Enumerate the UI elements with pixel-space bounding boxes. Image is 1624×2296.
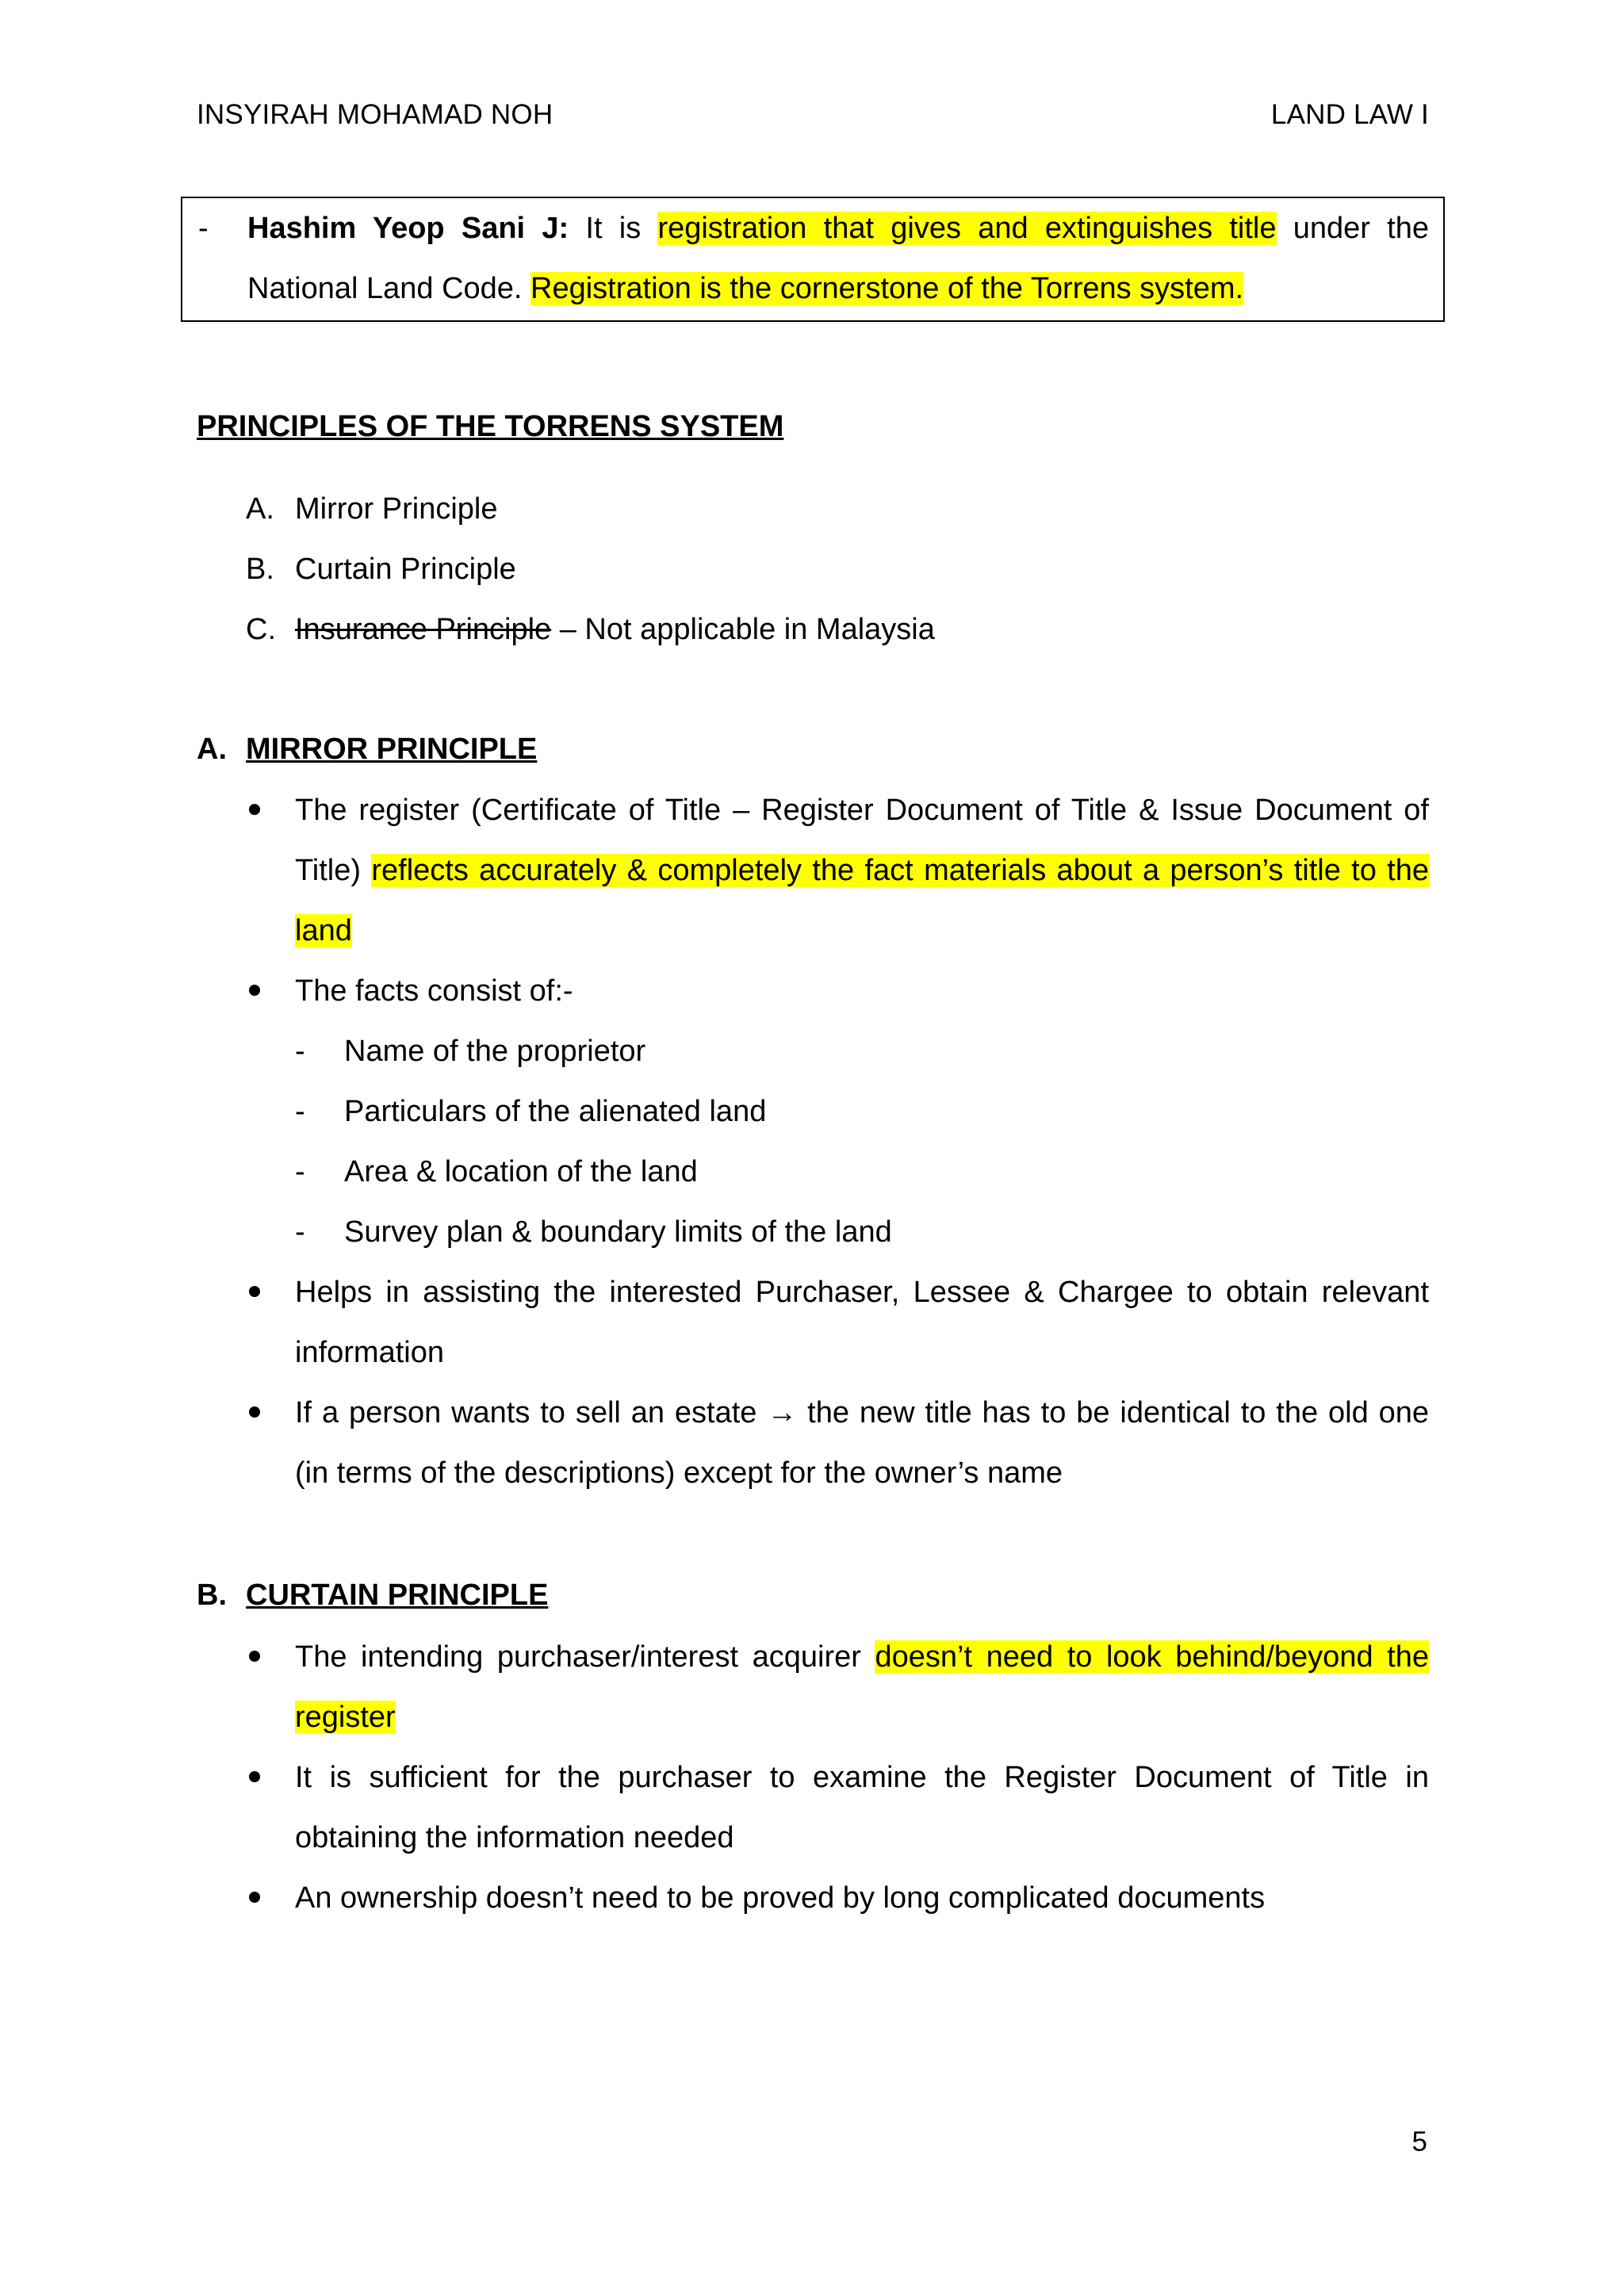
sub-item bbox=[246, 1021, 1429, 1081]
bullet-item bbox=[246, 780, 1429, 961]
bullet-icon bbox=[249, 1286, 260, 1297]
quote-text bbox=[247, 198, 1429, 319]
header-author: INSYIRAH MOHAMAD NOH bbox=[197, 99, 553, 130]
sub-item-text: Name of the proprietor bbox=[344, 1035, 646, 1068]
quote-dash: - bbox=[198, 212, 209, 245]
bullet-item bbox=[246, 961, 1429, 1021]
bullet-icon bbox=[249, 1406, 260, 1418]
section-title-text: CURTAIN PRINCIPLE bbox=[246, 1578, 549, 1612]
bullet-text: It is sufficient for the purchaser to examine the Register Document of Title in obtaining the information needed bbox=[295, 1761, 1429, 1854]
list-label: Mirror Principle bbox=[295, 492, 498, 526]
quote-text-part: under the National Land Code. bbox=[247, 212, 1429, 305]
list-item bbox=[246, 599, 935, 660]
dash-marker: - bbox=[295, 1215, 305, 1249]
dash-marker: - bbox=[295, 1095, 305, 1128]
quote-text-part: It is bbox=[569, 212, 658, 245]
bullet-icon bbox=[249, 1651, 260, 1662]
bullet-icon bbox=[249, 804, 260, 815]
arrow-right-icon: → bbox=[767, 1396, 798, 1429]
mirror-principle-title bbox=[197, 719, 537, 779]
list-note: – Not applicable in Malaysia bbox=[551, 613, 935, 646]
bullet-item bbox=[246, 1262, 1429, 1383]
sub-item-text: Area & location of the land bbox=[344, 1155, 698, 1188]
curtain-bullets bbox=[246, 1627, 1429, 1928]
sub-item bbox=[246, 1202, 1429, 1262]
dash-marker: - bbox=[295, 1035, 305, 1068]
list-label: Curtain Principle bbox=[295, 553, 516, 586]
bullet-icon bbox=[249, 985, 260, 996]
bullet-text: If a person wants to sell an estate bbox=[295, 1396, 768, 1429]
judge-name: Hashim Yeop Sani J: bbox=[247, 212, 569, 245]
sub-item-text: Survey plan & boundary limits of the land bbox=[344, 1215, 892, 1249]
list-label-struck: Insurance Principle bbox=[295, 613, 552, 646]
bullet-text: Helps in assisting the interested Purchaser, Lessee & Chargee to obtain relevant information bbox=[295, 1276, 1429, 1369]
sub-item bbox=[246, 1081, 1429, 1142]
header-course: LAND LAW I bbox=[1270, 99, 1429, 130]
highlight-text: Registration is the cornerstone of the Torrens system. bbox=[530, 272, 1244, 305]
bullet-icon bbox=[249, 1892, 260, 1903]
quote-box bbox=[181, 197, 1445, 322]
list-mark: C. bbox=[246, 613, 276, 646]
section-letter: A. bbox=[197, 733, 227, 766]
highlight-text: registration that gives and extinguishes title bbox=[657, 212, 1277, 245]
section-letter: B. bbox=[197, 1578, 227, 1612]
list-item bbox=[246, 479, 935, 539]
sub-item-text: Particulars of the alienated land bbox=[344, 1095, 767, 1128]
principles-heading bbox=[197, 403, 783, 450]
page-number: 5 bbox=[1411, 2126, 1427, 2157]
mirror-bullets bbox=[246, 780, 1429, 1503]
bullet-text: The facts consist of:- bbox=[295, 974, 573, 1008]
bullet-text: The intending purchaser/interest acquirer bbox=[295, 1640, 875, 1674]
bullet-text: the new title has to be identical to the old one (in terms of the descriptions) except for the owner’s name bbox=[295, 1396, 1429, 1490]
bullet-text: An ownership doesn’t need to be proved by long complicated documents bbox=[295, 1881, 1266, 1915]
bullet-icon bbox=[249, 1771, 260, 1782]
highlight-text: reflects accurately & completely the fact materials about a person’s title to the land bbox=[295, 854, 1430, 947]
list-mark: A. bbox=[246, 492, 274, 526]
bullet-item bbox=[246, 1627, 1429, 1747]
section-title-text: MIRROR PRINCIPLE bbox=[246, 733, 538, 766]
bullet-item bbox=[246, 1383, 1429, 1503]
list-mark: B. bbox=[246, 553, 274, 586]
list-item bbox=[246, 539, 935, 599]
sub-item bbox=[246, 1142, 1429, 1202]
bullet-item bbox=[246, 1747, 1429, 1868]
bullet-text: The register (Certificate of Title – Register Document of Title & Issue Document of Title) bbox=[295, 794, 1429, 887]
bullet-item bbox=[246, 1868, 1429, 1928]
curtain-principle-title bbox=[197, 1565, 548, 1625]
principles-list bbox=[246, 479, 935, 660]
principles-heading-text: PRINCIPLES OF THE TORRENS SYSTEM bbox=[197, 410, 784, 443]
highlight-text: doesn’t need to look behind/beyond the register bbox=[295, 1640, 1429, 1734]
dash-marker: - bbox=[295, 1155, 305, 1188]
